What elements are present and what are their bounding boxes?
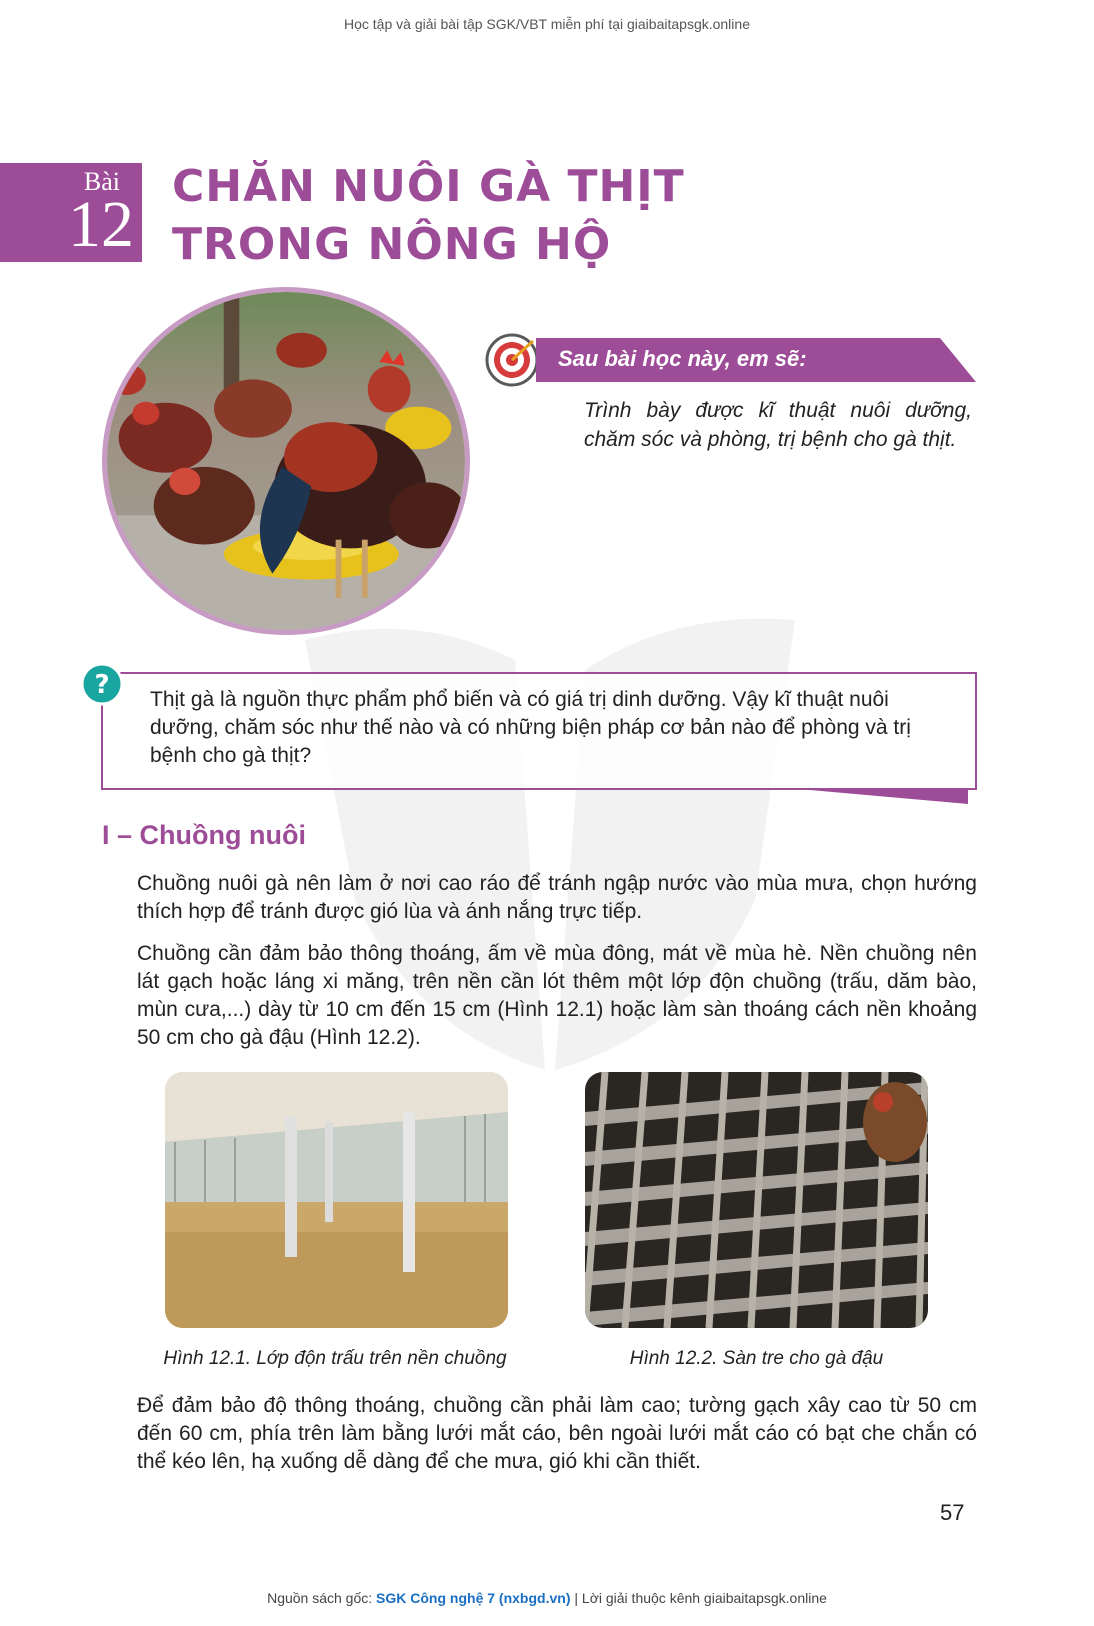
header-note: Học tập và giải bài tập SGK/VBT miễn phí tại giaibaitapsgk.online [344,16,750,32]
question-box-tab [810,790,968,804]
lesson-title [172,158,685,274]
question-icon-glyph: ? [94,670,110,700]
lesson-number: 12 [68,188,134,261]
objectives-label: Sau bài học này, em sẽ: [558,346,807,371]
paragraph-3: Để đảm bảo độ thông thoáng, chuồng cần phải làm cao; tường gạch xây cao từ 50 cm đến 60 cm, phía trên làm bằng lưới mắt cáo, bên ngoài lưới mắt cáo có bạt che chắn có thể kéo lên, hạ xuống dễ dàng để che mưa, gió khi cần thiết. [137,1394,977,1473]
figure-1-caption: Hình 12.1. Lớp độn trấu trên nền chuồng [163,1348,507,1369]
footer-prefix: Nguồn sách gốc: [267,1590,373,1606]
footer [0,1590,1094,1606]
footer-source-link[interactable]: SGK Công nghệ 7 (nxbgd.vn) [376,1590,571,1606]
figure-2-caption: Hình 12.2. Sàn tre cho gà đậu [629,1348,884,1369]
lesson-number-box [0,163,142,262]
hero-chicken-photo [102,287,470,635]
figure-1-photo [165,1072,508,1328]
lesson-title-line1: CHĂN NUÔI GÀ THỊT [172,161,685,212]
question-icon [80,662,124,706]
footer-suffix: | Lời giải thuộc kênh giaibaitapsgk.online [574,1590,827,1606]
paragraph-1: Chuồng nuôi gà nên làm ở nơi cao ráo để tránh ngập nước vào mùa mưa, chọn hướng thích hợp để tránh được gió lùa và ánh nắng trực tiếp. [137,872,977,923]
objectives-text: Trình bày được kĩ thuật nuôi dưỡng, chăm sóc và phòng, trị bệnh cho gà thịt. [584,399,972,451]
page-number: 57 [940,1500,965,1525]
figure-2-photo [585,1072,928,1328]
question-text: Thịt gà là nguồn thực phẩm phổ biến và có giá trị dinh dưỡng. Vậy kĩ thuật nuôi dưỡng, chăm sóc như thế nào và có những biện pháp cơ bản nào để phòng và trị bệnh cho gà thịt? [150,688,911,767]
paragraph-2: Chuồng cần đảm bảo thông thoáng, ấm về mùa đông, mát về mùa hè. Nền chuồng nên lát gạch hoặc láng xi măng, trên nền cần lót thêm một lớp độn chuồng (trấu, dăm bào, mùn cưa,...) dày từ 10 cm đến 15 cm (Hình 12.1) hoặc làm sàn thoáng cách nền khoảng 50 cm cho gà đậu (Hình 12.2). [137,942,977,1049]
lesson-title-line2: TRONG NÔNG HỘ [172,219,612,270]
lesson-word: Bài [83,167,120,196]
section-title: I – Chuồng nuôi [102,820,306,850]
target-icon [485,333,539,387]
